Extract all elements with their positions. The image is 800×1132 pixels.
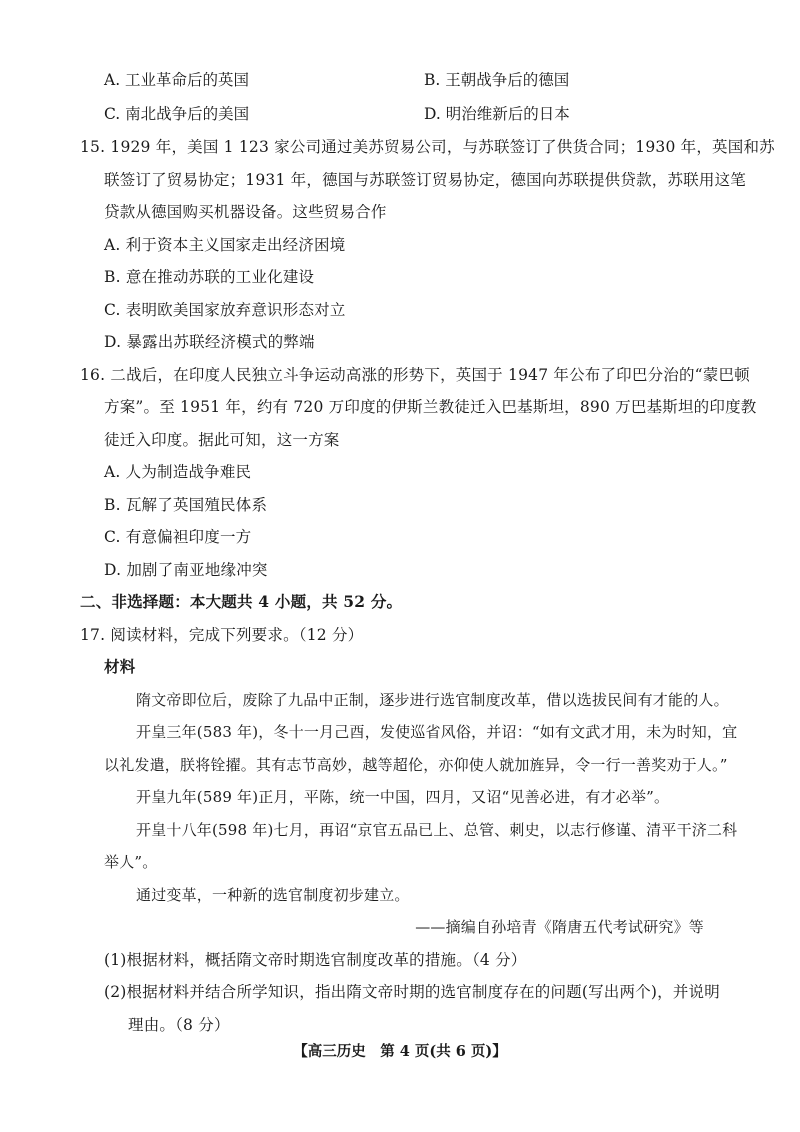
q14-options-row-2 — [104, 104, 744, 124]
q17-material-line-4: 开皇九年(589 年)正月，平陈，统一中国，四月，又诏“见善必进，有才必举”。 — [136, 788, 670, 806]
q16-option-d: D. 加剧了南亚地缘冲突 — [104, 561, 268, 579]
q17-sub-question-2-line-1: (2)根据材料并结合所学知识，指出隋文帝时期的选官制度存在的问题(写出两个)，并说明 — [104, 983, 720, 1001]
q17-material-line-5: 开皇十八年(598 年)七月，再诏“京官五品已上、总管、刺史，以志行修谨、清平干济二科 — [136, 821, 738, 839]
q14-option-d: D. 明治维新后的日本 — [424, 105, 570, 123]
q17-material-line-7: 通过变革，一种新的选官制度初步建立。 — [136, 886, 410, 904]
q17-sub-question-1: (1)根据材料，概括隋文帝时期选官制度改革的措施。（4 分） — [104, 951, 527, 969]
q15-option-a: A. 利于资本主义国家走出经济困境 — [104, 236, 346, 254]
q17-material-line-1: 隋文帝即位后，废除了九品中正制，逐步进行选官制度改革，借以选拔民间有才能的人。 — [136, 691, 729, 709]
q15-stem-line-2: 联签订了贸易协定；1931 年，德国与苏联签订贸易协定，德国向苏联提供贷款，苏联用这笔 — [104, 171, 746, 189]
q17-material-line-3: 以礼发遣，朕将铨擢。其有志节高妙，越等超伦，亦仰使人就加旌异，令一行一善奖劝于人。” — [104, 756, 728, 774]
q17-source-citation: ——摘编自孙培青《隋唐五代考试研究》等 — [415, 918, 704, 936]
q16-option-a: A. 人为制造战争难民 — [104, 463, 252, 481]
q14-options-row-1 — [104, 70, 744, 90]
q14-option-b: B. 王朝战争后的德国 — [424, 71, 570, 89]
q14-option-a: A. 工业革命后的英国 — [104, 71, 250, 89]
q15-stem-line-1: 15. 1929 年，美国 1 123 家公司通过美苏贸易公司，与苏联签订了供货合同；1930 年，英国和苏 — [80, 138, 775, 156]
q17-material-line-2: 开皇三年(583 年)，冬十一月己酉，发使巡省风俗，并诏：“如有文武才用，未为时知，宜 — [136, 723, 738, 741]
q16-stem-line-1: 16. 二战后，在印度人民独立斗争运动高涨的形势下，英国于 1947 年公布了印巴分治的“蒙巴顿 — [80, 366, 750, 384]
q15-option-b: B. 意在推动苏联的工业化建设 — [104, 268, 315, 286]
page-footer: 【高三历史 第 4 页(共 6 页)】 — [293, 1043, 507, 1060]
q15-option-c: C. 表明欧美国家放弃意识形态对立 — [104, 301, 346, 319]
q16-option-b: B. 瓦解了英国殖民体系 — [104, 496, 268, 514]
q17-material-line-6: 举人”。 — [104, 853, 158, 871]
q14-option-c: C. 南北战争后的美国 — [104, 105, 250, 123]
q16-option-c: C. 有意偏袒印度一方 — [104, 528, 252, 546]
q15-stem-line-3: 贷款从德国购买机器设备。这些贸易合作 — [104, 203, 387, 221]
section-2-heading: 二、非选择题：本大题共 4 小题，共 52 分。 — [80, 592, 403, 611]
q17-material-label: 材料 — [104, 657, 136, 676]
q16-stem-line-3: 徒迁入印度。据此可知，这一方案 — [104, 431, 340, 449]
q17-stem: 17. 阅读材料，完成下列要求。（12 分） — [80, 626, 364, 644]
q17-sub-question-2-line-2: 理由。（8 分） — [128, 1016, 230, 1034]
q16-stem-line-2: 方案”。至 1951 年，约有 720 万印度的伊斯兰教徒迁入巴基斯坦，890 万巴基斯坦的印度教 — [104, 398, 757, 416]
q15-option-d: D. 暴露出苏联经济模式的弊端 — [104, 333, 315, 351]
